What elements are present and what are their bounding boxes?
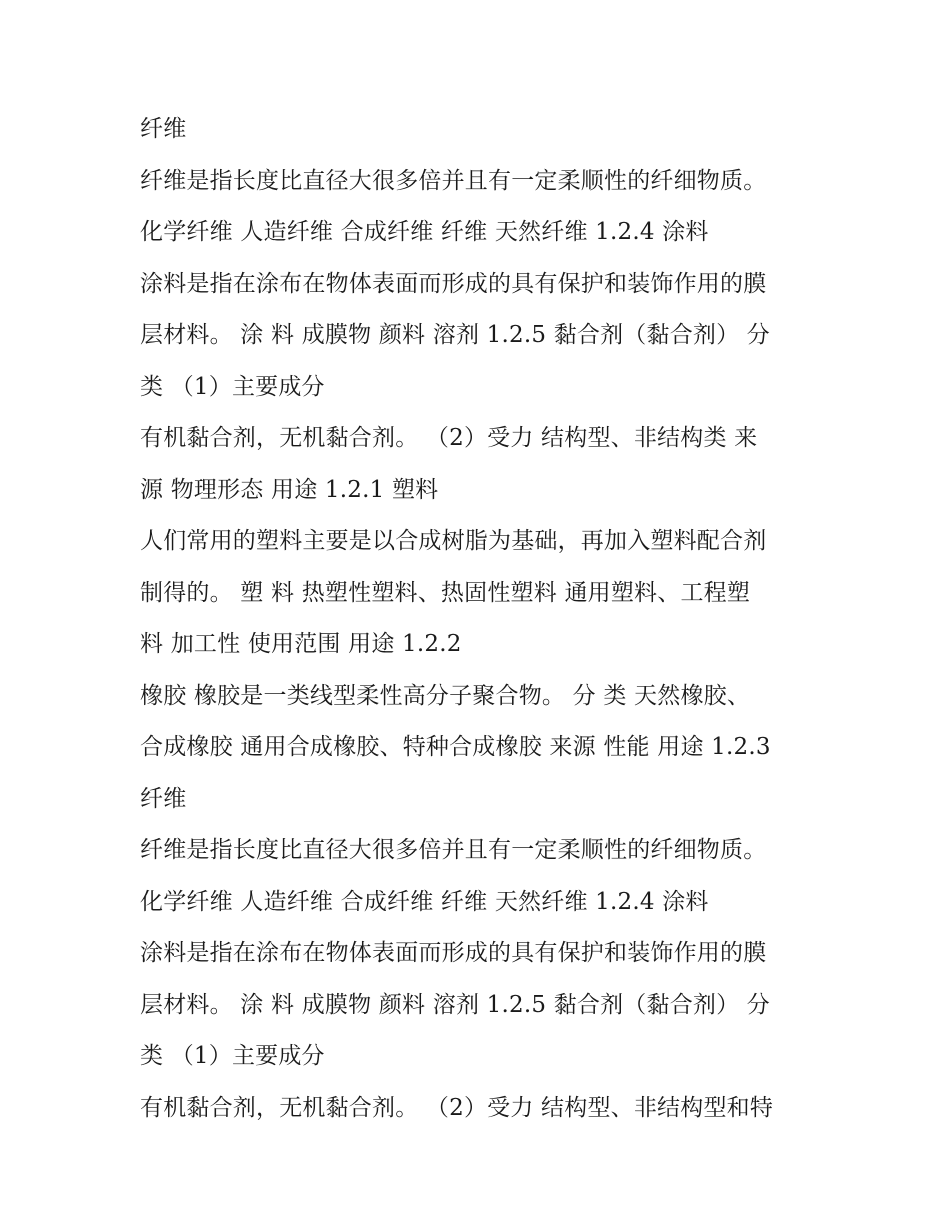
text-line: 源 物理形态 用途 1.2.1 塑料	[140, 476, 439, 503]
text-line: 层材料。 涂 料 成膜物 颜料 溶剂 1.2.5 黏合剂（黏合剂） 分	[140, 991, 771, 1018]
text-line: 涂料是指在涂布在物体表面而形成的具有保护和装饰作用的膜	[140, 270, 767, 297]
text-line: 类 （1）主要成分	[140, 1043, 325, 1069]
document-body	[140, 104, 820, 1134]
text-line: 类 （1）主要成分	[140, 373, 325, 400]
text-line: 人们常用的塑料主要是以合成树脂为基础，再加入塑料配合剂	[140, 528, 767, 554]
text-line: 纤维是指长度比直径大很多倍并且有一定柔顺性的纤细物质。	[140, 167, 767, 194]
text-line: 纤维	[140, 116, 187, 142]
text-line: 橡胶 橡胶是一类线型柔性高分子聚合物。 分 类 天然橡胶、	[140, 682, 751, 709]
text-line: 层材料。 涂 料 成膜物 颜料 溶剂 1.2.5 黏合剂（黏合剂） 分	[140, 322, 771, 348]
text-line: 料 加工性 使用范围 用途 1.2.2	[140, 631, 462, 657]
text-line: 有机黏合剂，无机黏合剂。 （2）受力 结构型、非结构型和特	[140, 1094, 774, 1121]
text-line: 纤维	[140, 785, 187, 812]
text-line: 涂料是指在涂布在物体表面而形成的具有保护和装饰作用的膜	[140, 940, 767, 966]
text-line: 有机黏合剂，无机黏合剂。 （2）受力 结构型、非结构类 来	[140, 425, 758, 451]
text-line: 合成橡胶 通用合成橡胶、特种合成橡胶 来源 性能 用途 1.2.3	[140, 734, 771, 760]
text-line: 化学纤维 人造纤维 合成纤维 纤维 天然纤维 1.2.4 涂料	[140, 888, 709, 915]
text-line: 化学纤维 人造纤维 合成纤维 纤维 天然纤维 1.2.4 涂料	[140, 219, 709, 245]
text-line: 纤维是指长度比直径大很多倍并且有一定柔顺性的纤细物质。	[140, 837, 767, 863]
text-line: 制得的。 塑 料 热塑性塑料、热固性塑料 通用塑料、工程塑	[140, 579, 751, 606]
